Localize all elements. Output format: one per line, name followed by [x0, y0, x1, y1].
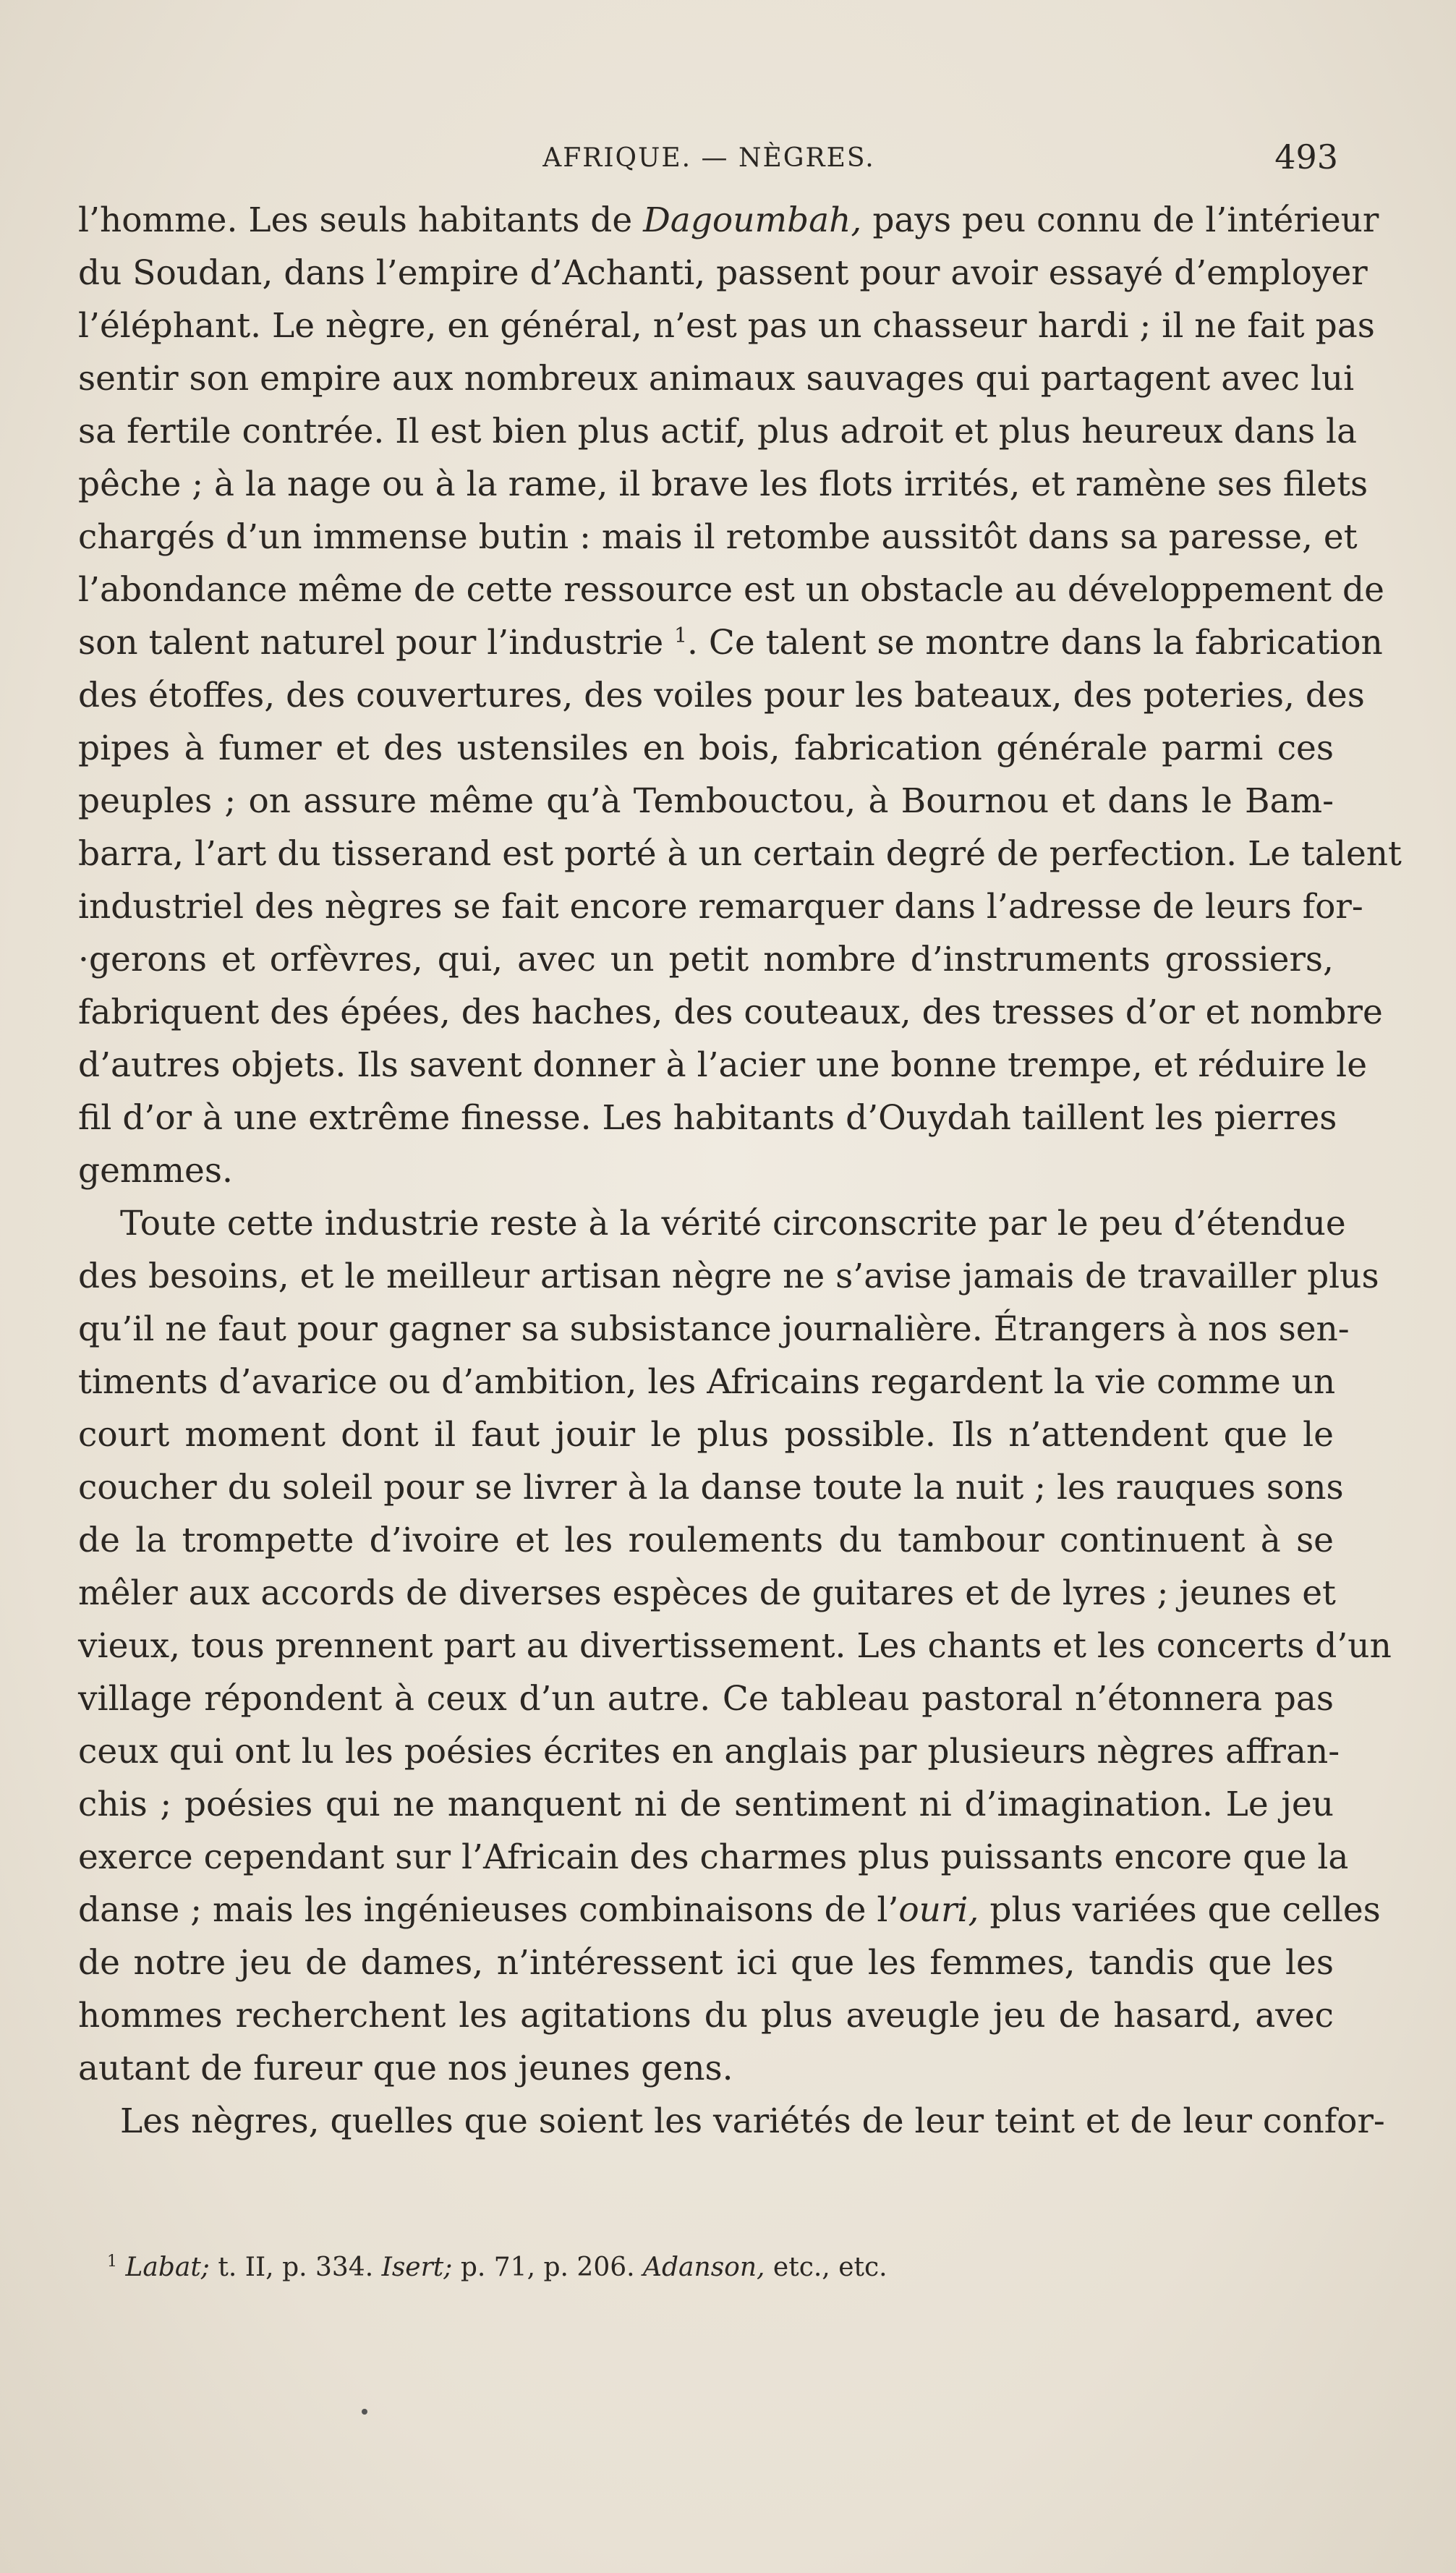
footnote-number: 1	[107, 2253, 117, 2271]
page-number: 493	[1274, 137, 1338, 177]
text-line: de notre jeu de dames, n’intéressent ici que les femmes, tandis que les	[78, 1943, 1334, 1983]
text-segment: danse ; mais les ingénieuses combinaisons de l’	[78, 1890, 899, 1930]
page-header	[80, 137, 1338, 181]
text-line: court moment dont il faut jouir le plus possible. Ils n’attendent que le	[78, 1415, 1334, 1455]
body-text	[78, 194, 1402, 2148]
text-line: de la trompette d’ivoire et les roulements du tambour continuent à se	[78, 1521, 1334, 1560]
text-line: Les nègres, quelles que soient les variétés de leur teint et de leur confor-	[120, 2101, 1385, 2141]
text-line: chargés d’un immense butin : mais il retombe aussitôt dans sa paresse, et	[78, 517, 1358, 557]
text-line: pêche ; à la nage ou à la rame, il brave les flots irrités, et ramène ses filets	[78, 464, 1368, 504]
footnote-ref: p. 71, p. 206.	[452, 2253, 644, 2282]
text-line: chis ; poésies qui ne manquent ni de sentiment ni d’imagination. Le jeu	[78, 1785, 1334, 1824]
text-line: peuples ; on assure même qu’à Tembouctou, à Bournou et dans le Bam-	[78, 781, 1334, 821]
text-line: sa fertile contrée. Il est bien plus actif, plus adroit et plus heureux dans la	[78, 412, 1358, 451]
text-line: qu’il ne faut pour gagner sa subsistance journalière. Étrangers à nos sen-	[78, 1309, 1350, 1349]
text-line: sentir son empire aux nombreux animaux sauvages qui partagent avec lui	[78, 359, 1355, 399]
text-line: ·gerons et orfèvres, qui, avec un petit nombre d’instruments grossiers,	[78, 940, 1334, 979]
text-line: fil d’or à une extrême finesse. Les habitants d’Ouydah taillent les pierres	[78, 1098, 1337, 1138]
ink-speck	[362, 2409, 367, 2415]
text-line: d’autres objets. Ils savent donner à l’acier une bonne trempe, et réduire le	[78, 1045, 1368, 1085]
text-line: mêler aux accords de diverses espèces de guitares et de lyres ; jeunes et	[78, 1573, 1336, 1613]
text-line: pipes à fumer et des ustensiles en bois, fabrication générale parmi ces	[78, 728, 1334, 768]
author-labat: Labat;	[125, 2253, 210, 2282]
text-line: vieux, tous prennent part au divertissement. Les chants et les concerts d’un	[78, 1626, 1392, 1666]
text-line: gemmes.	[78, 1151, 233, 1191]
text-line: barra, l’art du tisserand est porté à un certain degré de perfection. Le talent	[78, 834, 1402, 874]
text-line: l’éléphant. Le nègre, en général, n’est pas un chasseur hardi ; il ne fait pas	[78, 306, 1375, 346]
footnote-ref: t. II, p. 334.	[209, 2253, 382, 2282]
running-head: AFRIQUE. — NÈGRES.	[542, 143, 875, 173]
text-segment: son talent naturel pour l’industrie	[78, 623, 664, 663]
text-line: des étoffes, des couvertures, des voiles pour les bateaux, des poteries, des	[78, 676, 1365, 715]
author-isert: Isert;	[381, 2253, 453, 2282]
text-line: coucher du soleil pour se livrer à la danse toute la nuit ; les rauques sons	[78, 1468, 1344, 1507]
text-line: l’homme. Les seuls habitants de Dagoumbah, pays peu connu de l’intérieur	[78, 200, 1379, 240]
game-name-ouri: ouri,	[898, 1890, 979, 1930]
text-line: ceux qui ont lu les poésies écrites en anglais par plusieurs nègres affran-	[78, 1732, 1340, 1772]
text-line: Toute cette industrie reste à la vérité circonscrite par le peu d’étendue	[120, 1204, 1346, 1243]
footnote-ref: etc., etc.	[765, 2253, 887, 2282]
author-adanson: Adanson,	[643, 2253, 765, 2282]
place-name-dagoumbah: Dagoumbah,	[643, 200, 862, 240]
text-line: timents d’avarice ou d’ambition, les Africains regardent la vie comme un	[78, 1362, 1336, 1402]
text-line: industriel des nègres se fait encore remarquer dans l’adresse de leurs for-	[78, 887, 1363, 927]
text-line: des besoins, et le meilleur artisan nègre ne s’avise jamais de travailler plus	[78, 1256, 1379, 1296]
footnote-marker: 1	[674, 623, 687, 647]
text-line: village répondent à ceux d’un autre. Ce tableau pastoral n’étonnera pas	[78, 1679, 1334, 1719]
text-segment: . Ce talent se montre dans la fabrication	[686, 623, 1383, 663]
text-line: exerce cependant sur l’Africain des charmes plus puissants encore que la	[78, 1837, 1349, 1877]
text-line: du Soudan, dans l’empire d’Achanti, passent pour avoir essayé d’employer	[78, 253, 1368, 293]
text-segment: plus variées que celles	[979, 1890, 1381, 1930]
text-line	[78, 1884, 1381, 1936]
text-line	[78, 616, 1383, 669]
text-line: hommes recherchent les agitations du plus aveugle jeu de hasard, avec	[78, 1996, 1334, 2036]
text-line: autant de fureur que nos jeunes gens.	[78, 2049, 733, 2088]
text-line: l’abondance même de cette ressource est un obstacle au développement de	[78, 570, 1384, 610]
footnote	[107, 2250, 1192, 2286]
text-line: fabriquent des épées, des haches, des couteaux, des tresses d’or et nombre	[78, 992, 1383, 1032]
